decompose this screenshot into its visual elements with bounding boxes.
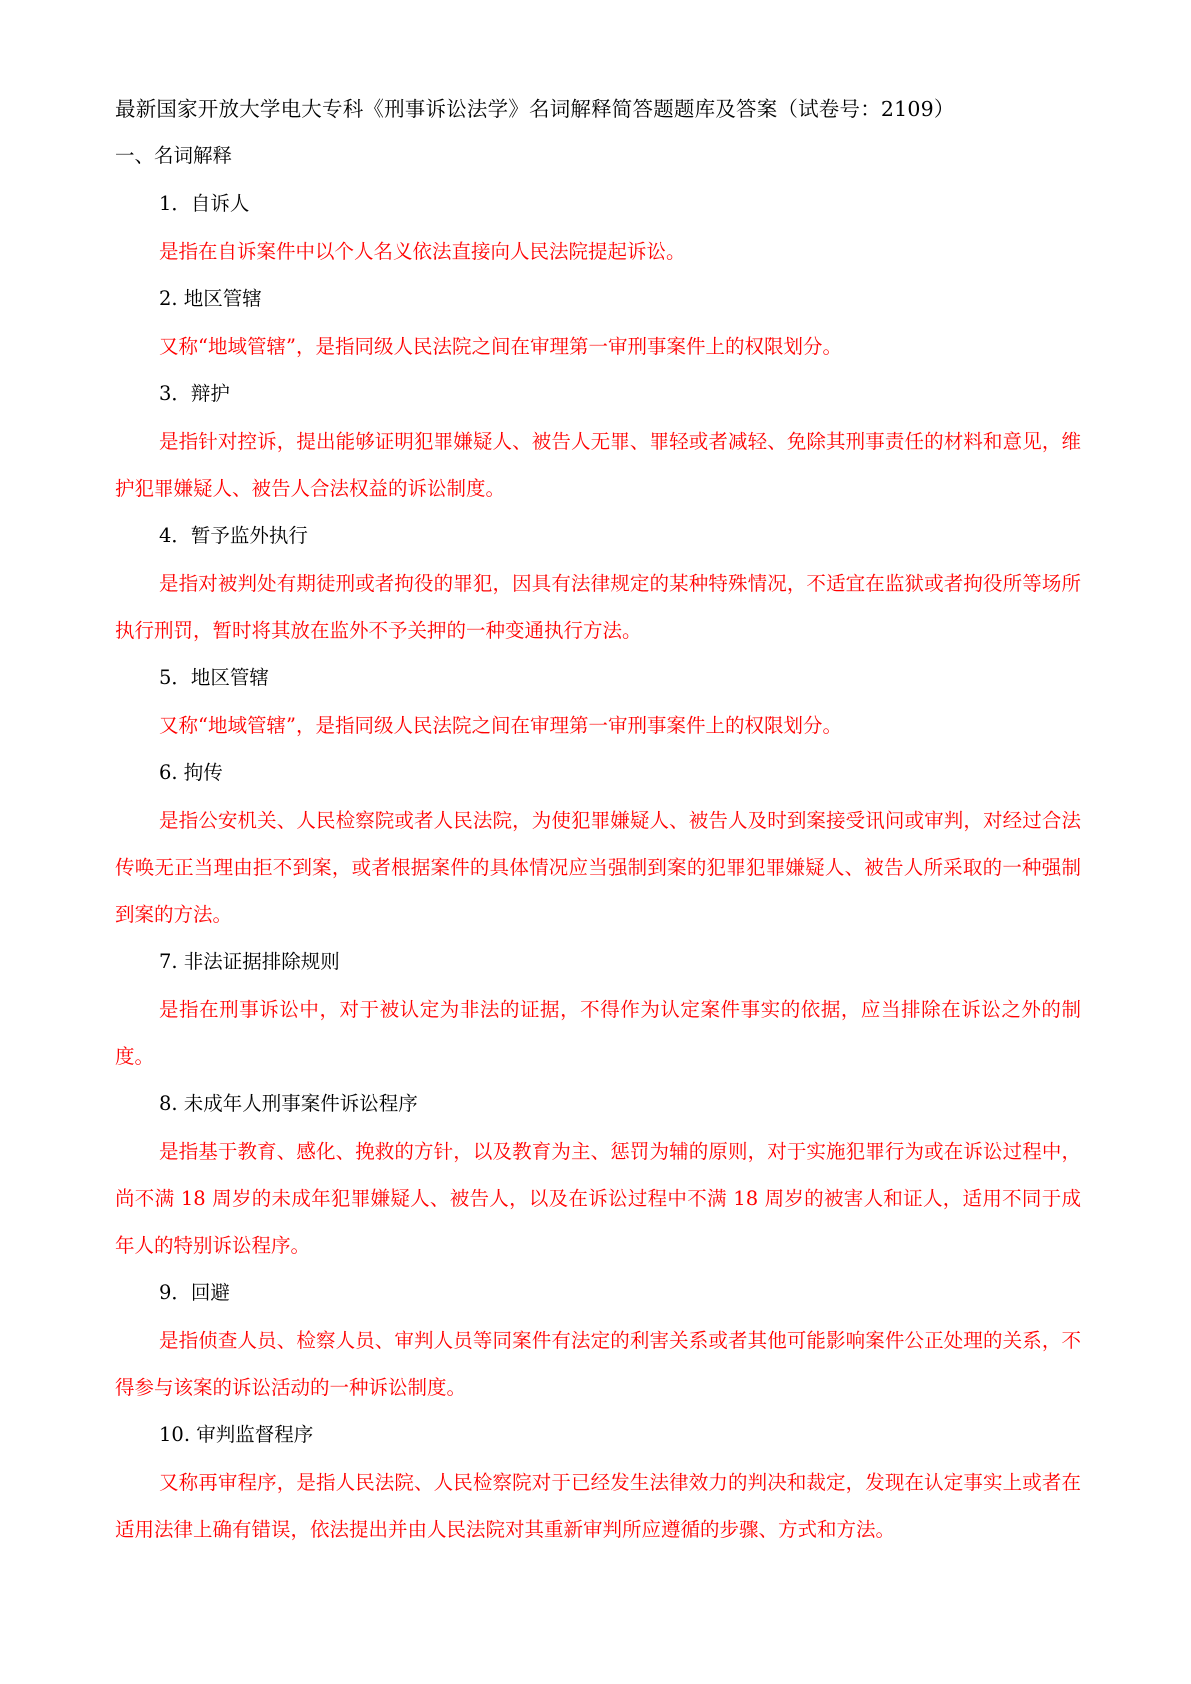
entry-definition: 是指公安机关、人民检察院或者人民法院，为使犯罪嫌疑人、被告人及时到案接受讯问或审判，对经过合法传唤无正当理由拒不到案，或者根据案件的具体情况应当强制到案的犯罪犯罪嫌疑人、被告人所采取的一种强制到案的方法。 (115, 809, 1081, 926)
entry-definition: 是指在刑事诉讼中，对于被认定为非法的证据，不得作为认定案件事实的依据，应当排除在诉讼之外的制度。 (115, 998, 1081, 1068)
entry-term: 6. 拘传 (159, 761, 223, 784)
entry-term: 9．回避 (159, 1281, 230, 1304)
entry-definition: 是指在自诉案件中以个人名义依法直接向人民法院提起诉讼。 (159, 240, 686, 263)
entry-6 (115, 758, 1081, 938)
entry-1 (115, 189, 1081, 275)
section-heading: 一、名词解释 (115, 144, 233, 167)
entry-definition: 又称“地域管辖”，是指同级人民法院之间在审理第一审刑事案件上的权限划分。 (159, 335, 842, 358)
entry-9 (115, 1278, 1081, 1411)
entry-term: 1．自诉人 (159, 192, 250, 215)
entry-5 (115, 663, 1081, 749)
entry-3 (115, 379, 1081, 512)
entry-term: 2. 地区管辖 (159, 287, 262, 310)
entry-definition: 是指基于教育、感化、挽救的方针，以及教育为主、惩罚为辅的原则，对于实施犯罪行为或在诉讼过程中，尚不满 18 周岁的未成年犯罪嫌疑人、被告人，以及在诉讼过程中不满 18 周岁的被害人和证人，适用不同于成年人的特别诉讼程序。 (115, 1140, 1081, 1257)
entry-2 (115, 284, 1081, 370)
entry-definition: 又称“地域管辖”，是指同级人民法院之间在审理第一审刑事案件上的权限划分。 (159, 714, 842, 737)
entry-term: 7. 非法证据排除规则 (159, 950, 340, 973)
entry-definition: 是指侦查人员、检察人员、审判人员等同案件有法定的利害关系或者其他可能影响案件公正处理的关系，不得参与该案的诉讼活动的一种诉讼制度。 (115, 1329, 1081, 1399)
entry-7 (115, 947, 1081, 1080)
entry-8 (115, 1089, 1081, 1269)
entry-list (115, 189, 1081, 1562)
document-title: 最新国家开放大学电大专科《刑事诉讼法学》名词解释简答题题库及答案（试卷号：2109） (115, 97, 955, 121)
entry-definition: 是指对被判处有期徒刑或者拘役的罪犯，因具有法律规定的某种特殊情况，不适宜在监狱或者拘役所等场所执行刑罚，暂时将其放在监外不予关押的一种变通执行方法。 (115, 572, 1081, 642)
entry-definition: 又称再审程序，是指人民法院、人民检察院对于已经发生法律效力的判决和裁定，发现在认定事实上或者在适用法律上确有错误，依法提出并由人民法院对其重新审判所应遵循的步骤、方式和方法。 (115, 1471, 1081, 1541)
entry-4 (115, 521, 1081, 654)
entry-term: 3．辩护 (159, 382, 230, 405)
entry-definition: 是指针对控诉，提出能够证明犯罪嫌疑人、被告人无罪、罪轻或者减轻、免除其刑事责任的材料和意见，维护犯罪嫌疑人、被告人合法权益的诉讼制度。 (115, 430, 1081, 500)
entry-term: 10. 审判监督程序 (159, 1423, 314, 1446)
entry-10 (115, 1420, 1081, 1553)
entry-term: 5．地区管辖 (159, 666, 269, 689)
entry-term: 4．暂予监外执行 (159, 524, 308, 547)
entry-term: 8. 未成年人刑事案件诉讼程序 (159, 1092, 418, 1115)
